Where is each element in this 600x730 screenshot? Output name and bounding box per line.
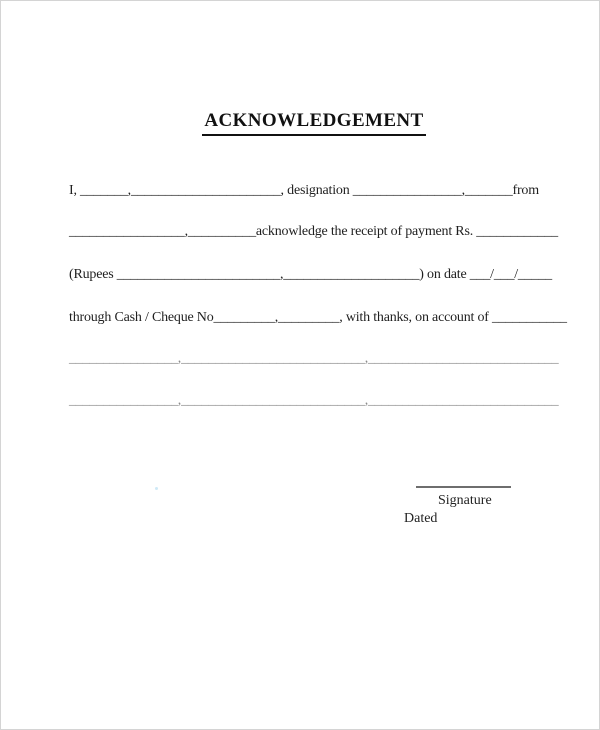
page-title: ACKNOWLEDGEMENT (202, 109, 425, 136)
form-line-name-designation: I, _______,______________________, designation ________________,_______from (69, 183, 539, 198)
dated-label: Dated (404, 511, 438, 526)
scan-artifact-dot (155, 487, 158, 490)
blank-line-2: ________________,___________________________,____________________________ (69, 393, 559, 408)
form-line-cash-cheque-account: through Cash / Cheque No_________,_________, with thanks, on account of ___________ (69, 310, 567, 325)
form-line-acknowledge-payment: _________________,__________acknowledge the receipt of payment Rs. ____________ (69, 224, 558, 239)
signature-line (416, 486, 511, 488)
signature-label: Signature (438, 493, 492, 508)
title-container (69, 109, 559, 136)
blank-line-1: ________________,___________________________,____________________________ (69, 351, 559, 366)
form-line-rupees-date: (Rupees ________________________,____________________) on date ___/___/_____ (69, 267, 552, 282)
